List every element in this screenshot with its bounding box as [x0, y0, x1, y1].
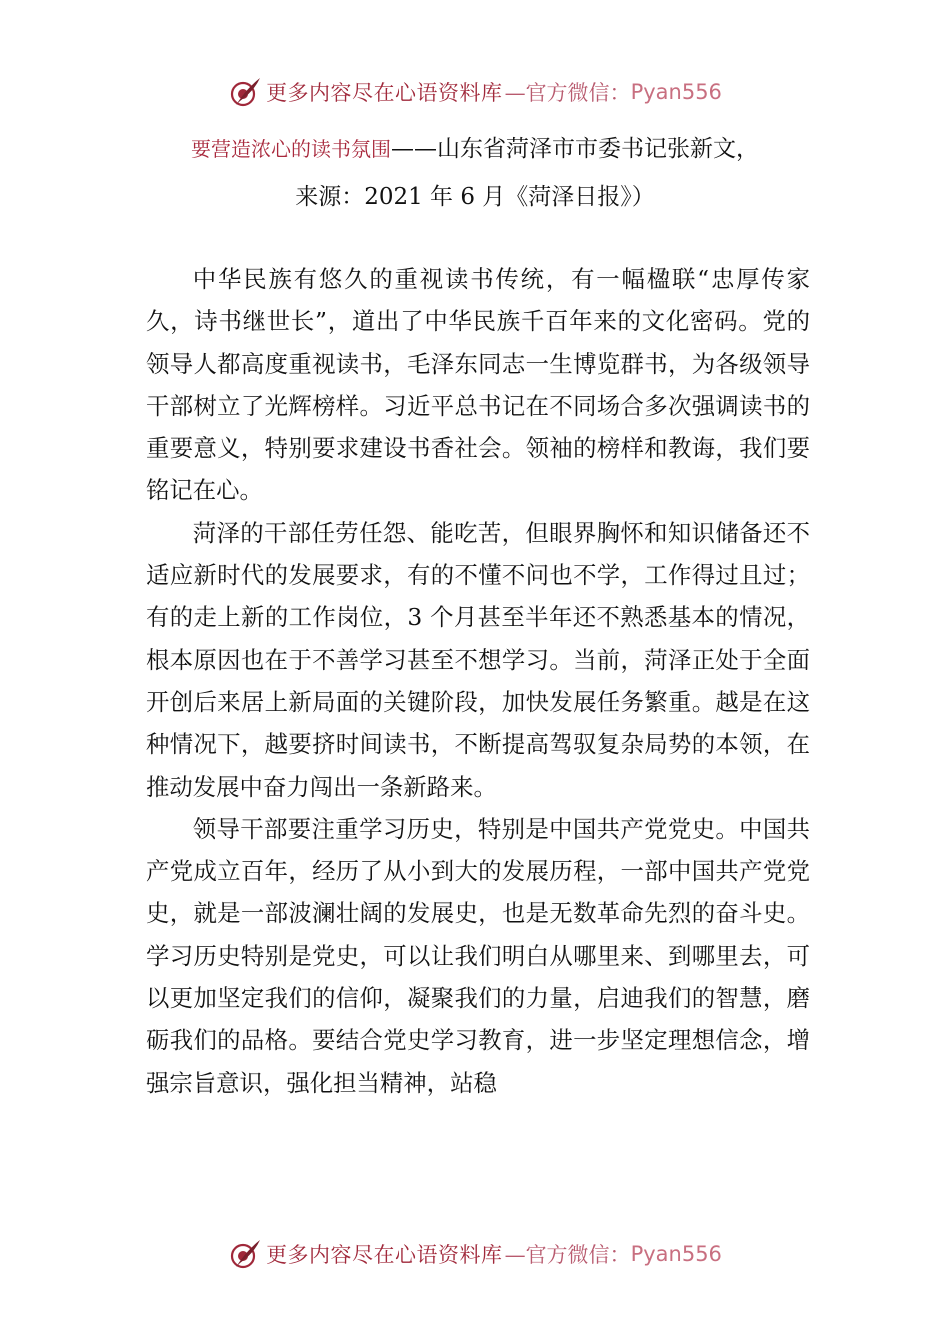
watermark-wechat-id: Pyan556 — [630, 80, 722, 104]
watermark-text: 更多内容尽在心语资料库 — [266, 81, 503, 105]
article-source: 来源：2021 年 6 月《菏泽日报》） — [295, 184, 655, 210]
watermark-wechat-id: Pyan556 — [630, 1242, 722, 1266]
title-highlight: 要营造浓心的读书氛围 — [191, 137, 391, 161]
paragraph-3: 领导干部要注重学习历史，特别是中国共产党党史。中国共产党成立百年，经历了从小到大的发展历程，一部中国共产党党史，就是一部波澜壮阔的发展史，也是无数革命先烈的奋斗史。学习历史特别是党史，可以让我们明白从哪里来、到哪里去，可以更加坚定我们的信仰，凝聚我们的力量，启迪我们的智慧，磨砺我们的品格。要结合党史学习教育，进一步坚定理想信念，增强宗旨意识，强化担当精神，站稳 — [146, 814, 810, 1097]
watermark-wechat-label: —官方微信： — [504, 1243, 631, 1267]
article-body — [146, 258, 810, 1104]
paragraph-1: 中华民族有悠久的重视读书传统，有一幅楹联“忠厚传家久，诗书继世长”，道出了中华民族千百年来的文化密码。党的领导人都高度重视读书，毛泽东同志一生博览群书，为各级领导干部树立了光辉榜样。习近平总书记在不同场合多次强调读书的重要意义，特别要求建设书香社会。领袖的榜样和教诲，我们要铭记在心。 — [146, 265, 810, 505]
header-watermark — [0, 72, 950, 112]
quill-logo-icon — [228, 75, 262, 109]
watermark-text: 更多内容尽在心语资料库 — [266, 1243, 503, 1267]
paragraph-2: 菏泽的干部任劳任怨、能吃苦，但眼界胸怀和知识储备还不适应新时代的发展要求，有的不懂不问也不学，工作得过且过；有的走上新的工作岗位，3 个月甚至半年还不熟悉基本的情况，根本原因也在于不善学习甚至不想学习。当前，菏泽正处于全面开创后来居上新局面的关键阶段，加快发展任务繁重。越是在这种情况下，越要挤时间读书，不断提高驾驭复杂局势的本领，在推动发展中奋力闯出一条新路来。 — [146, 518, 810, 801]
footer-watermark — [0, 1234, 950, 1274]
article-title — [0, 130, 950, 163]
quill-logo-icon — [228, 1237, 262, 1271]
watermark-wechat-label: —官方微信： — [504, 81, 631, 105]
title-byline: ——山东省菏泽市市委书记张新文， — [391, 136, 759, 162]
